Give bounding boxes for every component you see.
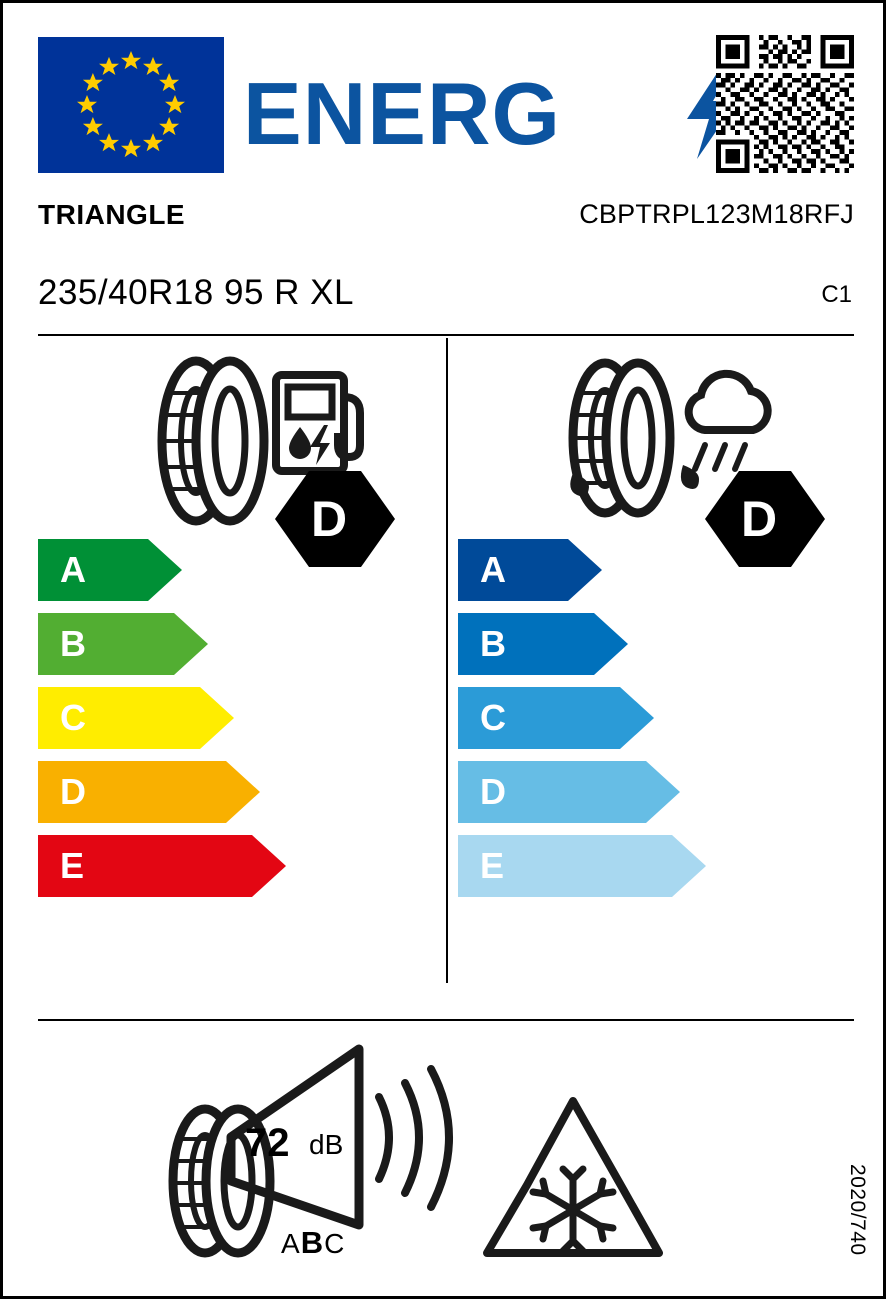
fuel-grade-b: [38, 613, 208, 675]
noise-class-a: A: [281, 1228, 301, 1259]
divider-top: [38, 334, 854, 336]
grade-letter: A: [480, 549, 506, 590]
grade-letter: E: [60, 845, 85, 886]
noise-value: 72: [245, 1121, 290, 1165]
noise-class-c: C: [324, 1228, 346, 1259]
grade-letter: C: [60, 697, 86, 738]
wet-grade-a: [458, 539, 602, 601]
regulation-revision: 2020/740: [846, 1164, 869, 1256]
tyre-size-row: [38, 273, 854, 319]
grade-row: [458, 757, 858, 831]
model-code: CBPTRPL123M18RFJ: [579, 199, 854, 229]
fuel-grade-e: [38, 835, 286, 897]
fuel-result-badge: [275, 471, 395, 567]
grade-row: [38, 609, 438, 683]
fuel-grade-scale: [38, 535, 438, 905]
grade-letter: B: [60, 623, 86, 664]
divider-bottom: [38, 1019, 854, 1021]
grade-letter: D: [480, 771, 506, 812]
grade-row: [458, 683, 858, 757]
noise-class-scale: [281, 1225, 345, 1261]
wet-grade-c: [458, 687, 654, 749]
grade-letter: E: [480, 845, 505, 886]
wet-grade-scale: [458, 535, 858, 905]
grade-letter: D: [60, 771, 86, 812]
wet-grade-e: [458, 835, 706, 897]
noise-panel: [153, 1043, 483, 1273]
qr-code-icon: [716, 35, 854, 173]
wet-result-badge: [705, 471, 825, 567]
three-peak-mountain-snowflake-icon: [483, 1093, 663, 1273]
grade-row: [458, 609, 858, 683]
fuel-efficiency-panel: [38, 343, 438, 1003]
wet-grip-panel: [458, 343, 858, 1003]
grade-letter: B: [480, 623, 506, 664]
grade-row: [38, 683, 438, 757]
divider-vertical: [446, 338, 448, 983]
wet-grade-d: [458, 761, 680, 823]
brand-row: [38, 199, 854, 241]
grade-letter: C: [480, 697, 506, 738]
grade-row: [38, 831, 438, 905]
fuel-grade-c: [38, 687, 234, 749]
wet-result-letter: D: [741, 491, 778, 547]
fuel-result-letter: D: [311, 491, 348, 547]
noise-class-b-selected: B: [300, 1225, 325, 1260]
grade-row: [458, 831, 858, 905]
fuel-grade-a: [38, 539, 182, 601]
grade-letter: A: [60, 549, 86, 590]
brand-name: TRIANGLE: [38, 199, 186, 230]
eu-flag-icon: [38, 37, 224, 173]
fuel-grade-d: [38, 761, 260, 823]
page-title: ENERG: [243, 64, 561, 163]
tyre-class: C1: [821, 281, 852, 308]
tyre-size: 235/40R18 95 R XL: [38, 273, 354, 312]
eu-flag-stars: [38, 37, 224, 173]
noise-unit: dB: [309, 1129, 344, 1160]
grade-row: [38, 757, 438, 831]
label-header: [38, 35, 854, 175]
wet-grade-b: [458, 613, 628, 675]
